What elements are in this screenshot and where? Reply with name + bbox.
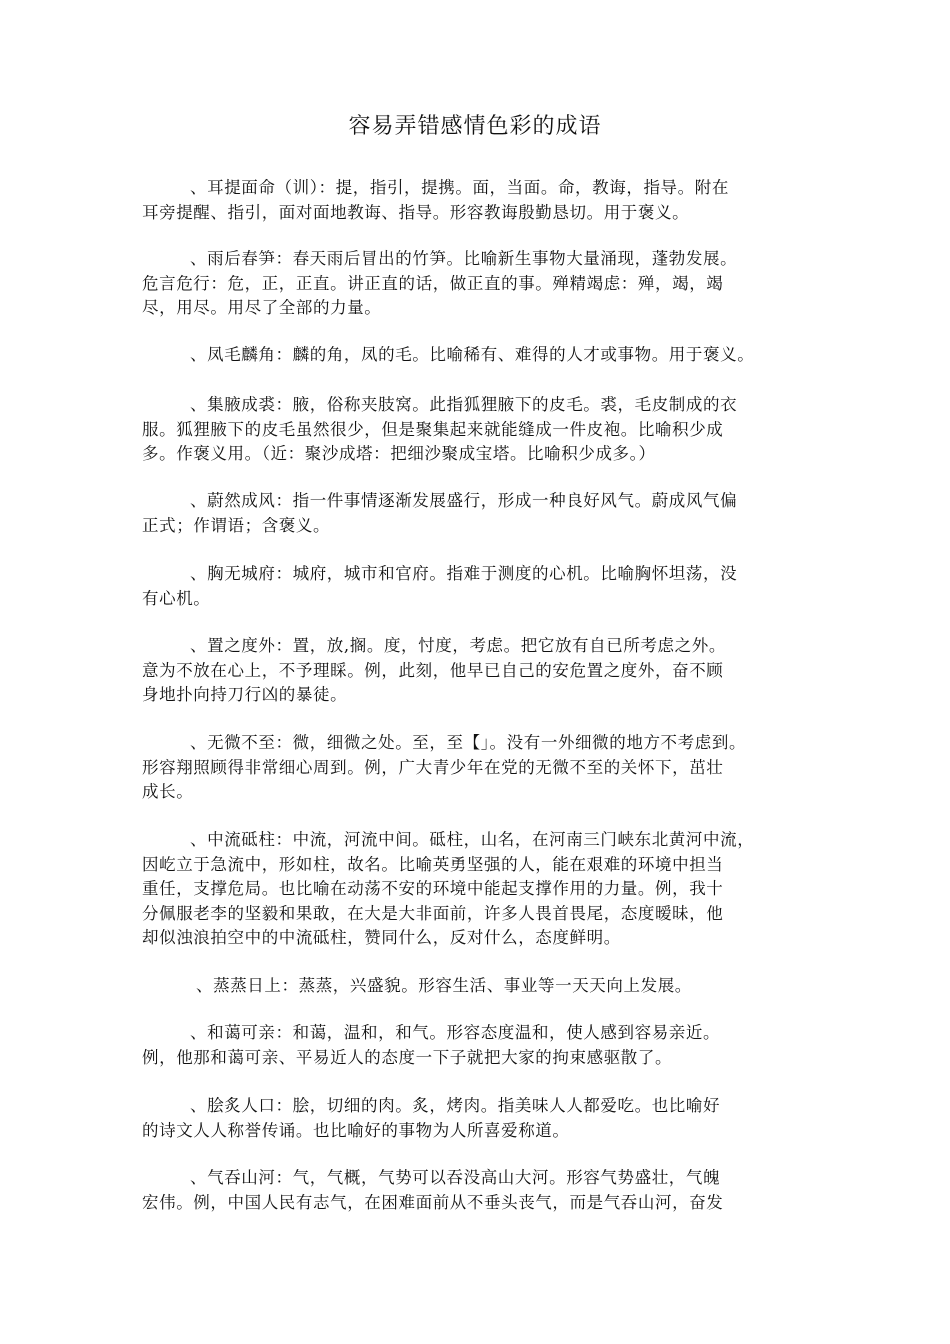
paragraph-line: 身地扑向持刀行凶的暴徒。 xyxy=(142,685,348,704)
paragraph xyxy=(142,247,822,321)
paragraph-line: 分佩服老李的坚毅和果敢，在大是大非面前，许多人畏首畏尾，态度暧昧，他 xyxy=(142,903,724,923)
paragraph-line: 、脍炙人口：脍，切细的肉。炙，烤肉。指美味人人都爱吃。也比喻好 xyxy=(190,1096,721,1115)
paragraph-line: 却似浊浪拍空中的中流砥柱，赞同什么，反对什么，态度鲜明。 xyxy=(142,928,621,947)
paragraph-line: 、和蔼可亲：和蔼，温和，和气。形容态度温和，使人感到容易亲近。 xyxy=(190,1023,721,1042)
paragraph-line: 危言危行：危，正，正直。讲正直的话，做正直的事。殚精竭虑：殚，竭，竭 xyxy=(142,273,724,293)
paragraph-line: 尽，用尽。用尽了全部的力量。 xyxy=(142,298,382,317)
paragraph-line: 耳旁提醒、指引，面对面地教诲、指导。形容教诲殷勤恳切。用于褒义。 xyxy=(142,202,690,222)
paragraph-line: 、雨后春笋：春天雨后冒出的竹笋。比喻新生事物大量涌现，蓬勃发展。 xyxy=(190,249,738,268)
paragraph xyxy=(142,634,822,708)
paragraph-line: 有心机。 xyxy=(142,588,211,608)
paragraph xyxy=(148,974,828,999)
paragraph-line: 成长。 xyxy=(142,782,194,801)
paragraph xyxy=(142,343,822,368)
paragraph-line: 、中流砥柱：中流，河流中间。砥柱，山名，在河南三门峡东北黄河中流， xyxy=(190,830,755,849)
paragraph-line: 服。狐狸腋下的皮毛虽然很少，但是聚集起来就能缝成一件皮袍。比喻积少成 xyxy=(142,419,724,439)
paragraph-line: 的诗文人人称誉传诵。也比喻好的事物为人所喜爱称道。 xyxy=(142,1120,570,1140)
paragraph-line: 、蔚然成风：指一件事情逐渐发展盛行，形成一种良好风气。蔚成风气偏 xyxy=(190,491,738,510)
paragraph xyxy=(142,562,822,611)
paragraph xyxy=(142,1021,822,1070)
paragraph-line: 意为不放在心上，不予理睬。例，此刻，他早已自己的安危置之度外，奋不顾 xyxy=(142,660,724,680)
paragraph-line: 形容翔照顾得非常细心周到。例，广大青少年在党的无微不至的关怀下，茁壮 xyxy=(142,757,724,777)
paragraph-line: 因屹立于急流中，形如柱，故名。比喻英勇坚强的人，能在艰难的环境中担当 xyxy=(142,854,724,874)
document-title: 容易弄错感情色彩的成语 xyxy=(348,114,602,139)
paragraph-line: 宏伟。例，中国人民有志气，在困难面前从不垂头丧气，而是气吞山河，奋发 xyxy=(142,1192,724,1212)
paragraph-line: 正式；作谓语；含褒义。 xyxy=(142,515,331,535)
paragraph-line: 、无微不至：微，细微之处。至，至【」。没有一外细微的地方不考虑到。 xyxy=(190,733,747,752)
paragraph xyxy=(142,393,822,467)
paragraph-line: 重任，支撑危局。也比喻在动荡不安的环境中能起支撑作用的力量。例，我十 xyxy=(142,879,724,898)
paragraph xyxy=(142,489,822,538)
paragraph-line: 、气吞山河：气，气概，气势可以吞没高山大河。形容气势盛壮，气魄 xyxy=(190,1168,721,1187)
paragraph xyxy=(142,731,822,805)
paragraph-line: 、蒸蒸日上：蒸蒸，兴盛貌。形容生活、事业等一天天向上发展。 xyxy=(196,976,692,995)
paragraph-line: 、胸无城府：城府，城市和官府。指难于测度的心机。比喻胸怀坦荡，没 xyxy=(190,564,738,583)
paragraph-line: 多。作褒义用。（近：聚沙成塔：把细沙聚成宝塔。比喻积少成多。） xyxy=(142,444,656,463)
paragraph-line: 、置之度外：置，放,搁。度，忖度，考虑。把它放有自已所考虑之外。 xyxy=(190,636,726,655)
paragraph xyxy=(142,1094,822,1143)
paragraph-line: 、耳提面命（训）：提，指引，提携。面，当面。命，教诲，指导。附在 xyxy=(190,178,729,197)
paragraph xyxy=(142,828,822,951)
paragraph-line: 例，他那和蔼可亲、平易近人的态度一下子就把大家的拘束感驱散了。 xyxy=(142,1047,673,1067)
paragraph xyxy=(142,1166,822,1215)
paragraph xyxy=(142,176,822,225)
paragraph-line: 、集腋成裘：腋，俗称夹肢窝。此指狐狸腋下的皮毛。裘，毛皮制成的衣 xyxy=(190,395,738,414)
paragraph-line: 、凤毛麟角：麟的角，凤的毛。比喻稀有、难得的人才或事物。用于褒义。 xyxy=(190,345,755,364)
